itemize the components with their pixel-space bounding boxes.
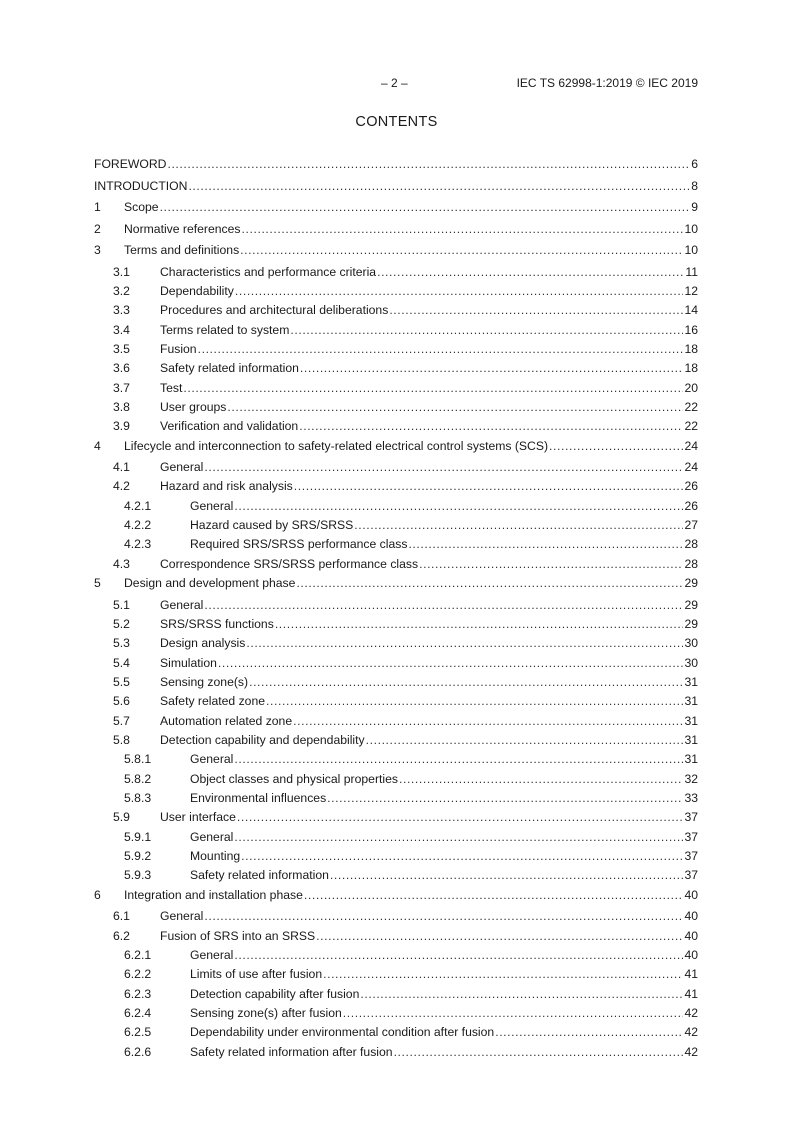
toc-entry-page: 41 xyxy=(684,986,698,1001)
toc-entry-label: Hazard caused by SRS/SRSS xyxy=(190,518,354,533)
dot-leader xyxy=(389,303,683,317)
toc-entry[interactable] xyxy=(94,419,698,438)
toc-entry-label: Dependability under environmental condition after fusion xyxy=(190,1025,495,1040)
toc-entry-page: 14 xyxy=(684,303,698,318)
toc-entry-label: General xyxy=(190,752,234,767)
dot-leader xyxy=(234,948,683,962)
toc-entry-label: User groups xyxy=(160,399,227,414)
toc-entry-page: 12 xyxy=(684,283,698,298)
dot-leader xyxy=(290,323,683,337)
toc-entry[interactable] xyxy=(94,439,698,461)
dot-leader xyxy=(299,419,683,433)
toc-entry-number: 5.3 xyxy=(113,636,130,651)
toc-entry-label: SRS/SRSS functions xyxy=(160,617,274,631)
dot-leader xyxy=(204,460,683,474)
toc-entry-number: 5.7 xyxy=(113,713,130,728)
toc-entry-number: 5.1 xyxy=(113,597,130,612)
toc-entry-page: 6 xyxy=(691,157,698,171)
toc-entry[interactable] xyxy=(94,987,698,1006)
page-title: CONTENTS xyxy=(355,114,438,130)
toc-entry-label: General xyxy=(160,460,204,475)
dot-leader xyxy=(204,909,683,923)
dot-leader xyxy=(160,200,691,214)
toc-entry-label: Hazard and risk analysis xyxy=(160,479,293,494)
toc-entry-page: 37 xyxy=(684,810,698,825)
toc-entry-page: 42 xyxy=(684,1044,698,1059)
toc-entry[interactable] xyxy=(94,752,698,771)
toc-entry[interactable] xyxy=(94,342,698,361)
toc-entry[interactable] xyxy=(94,714,698,733)
toc-entry-page: 8 xyxy=(691,178,698,193)
toc-entry-label: Procedures and architectural deliberations xyxy=(160,303,389,318)
table-of-contents xyxy=(94,157,698,1064)
toc-entry-number: 5.5 xyxy=(113,675,130,690)
toc-entry-label: Required SRS/SRSS performance class xyxy=(190,537,408,552)
toc-entry-number: 5.8.2 xyxy=(124,771,152,786)
toc-entry-page: 24 xyxy=(684,438,698,453)
dot-leader xyxy=(293,714,683,728)
dot-leader xyxy=(549,439,683,453)
toc-entry-number: 4.2 xyxy=(113,479,130,494)
toc-entry[interactable] xyxy=(94,381,698,400)
toc-entry-label: Correspondence SRS/SRSS performance class xyxy=(160,556,419,571)
dot-leader xyxy=(394,1045,684,1059)
toc-entry-number: 1 xyxy=(94,200,101,214)
toc-entry-label: Lifecycle and interconnection to safety-related electrical control systems (SCS) xyxy=(124,438,549,453)
toc-entry-page: 30 xyxy=(684,636,698,651)
toc-entry-label: Terms and definitions xyxy=(124,243,240,257)
toc-entry-label: Dependability xyxy=(160,283,234,298)
toc-entry-label: Sensing zone(s) after fusion xyxy=(190,1006,342,1021)
toc-entry[interactable] xyxy=(94,636,698,655)
toc-entry[interactable] xyxy=(94,733,698,752)
toc-entry[interactable] xyxy=(94,518,698,537)
toc-entry-number: 4.2.3 xyxy=(124,537,152,552)
toc-entry[interactable] xyxy=(94,499,698,518)
toc-entry-page: 16 xyxy=(684,322,698,337)
toc-entry[interactable] xyxy=(94,303,698,322)
toc-entry-label: General xyxy=(160,909,204,924)
toc-entry-number: 6.1 xyxy=(113,909,130,924)
dot-leader xyxy=(234,499,683,513)
toc-entry-number: 2 xyxy=(94,221,101,236)
toc-entry-number: 6.2.4 xyxy=(124,1006,152,1021)
toc-entry-page: 41 xyxy=(684,967,698,982)
toc-entry-number: 6.2.5 xyxy=(124,1025,152,1040)
toc-entry[interactable] xyxy=(94,791,698,810)
toc-entry-page: 28 xyxy=(684,556,698,571)
toc-entry-number: 6.2.3 xyxy=(124,986,152,1001)
toc-entry-page: 24 xyxy=(684,460,698,475)
toc-entry-number: 4.2.2 xyxy=(124,518,152,533)
toc-entry-number: 3.7 xyxy=(113,380,130,395)
toc-entry-label: Safety related information xyxy=(190,868,329,883)
toc-entry-page: 11 xyxy=(685,264,698,279)
toc-entry[interactable] xyxy=(94,888,698,910)
toc-entry[interactable] xyxy=(94,284,698,303)
toc-entry-page: 26 xyxy=(684,479,698,494)
toc-entry[interactable] xyxy=(94,460,698,479)
dot-leader xyxy=(343,1006,684,1020)
toc-entry-number: 5.9.2 xyxy=(124,849,152,864)
toc-entry-number: 4 xyxy=(94,438,101,453)
page-number: – 2 – xyxy=(381,76,408,90)
toc-entry[interactable] xyxy=(94,179,698,201)
toc-entry-page: 31 xyxy=(684,694,698,709)
toc-entry-label: Object classes and physical properties xyxy=(190,771,398,786)
toc-entry-number: 3.9 xyxy=(113,419,130,434)
toc-entry-number: 3.3 xyxy=(113,303,130,318)
dot-leader xyxy=(227,400,683,414)
dot-leader xyxy=(360,987,683,1001)
toc-entry-page: 37 xyxy=(684,829,698,844)
toc-entry-page: 9 xyxy=(691,200,698,214)
toc-entry-page: 40 xyxy=(684,909,698,924)
toc-entry-page: 22 xyxy=(684,419,698,434)
toc-entry[interactable] xyxy=(94,537,698,556)
toc-entry-label: Scope xyxy=(124,200,159,214)
toc-entry[interactable] xyxy=(94,849,698,868)
toc-entry[interactable] xyxy=(94,868,698,887)
dot-leader xyxy=(275,617,684,631)
toc-entry-page: 29 xyxy=(684,576,698,591)
toc-entry-number: 5.9.1 xyxy=(124,829,152,844)
dot-leader xyxy=(235,284,684,298)
toc-entry[interactable] xyxy=(94,200,698,222)
toc-entry-number: 6.2.1 xyxy=(124,948,152,962)
toc-entry-number: 6.2 xyxy=(113,928,130,943)
toc-entry-number: 5.9 xyxy=(113,810,130,825)
toc-entry-page: 29 xyxy=(684,597,698,612)
toc-entry[interactable] xyxy=(94,557,698,576)
toc-entry-page: 22 xyxy=(684,399,698,414)
toc-entry-label: General xyxy=(190,829,234,844)
toc-entry-page: 31 xyxy=(684,675,698,690)
toc-entry-label: Safety related zone xyxy=(160,694,266,709)
dot-leader xyxy=(167,157,690,171)
toc-entry[interactable] xyxy=(94,772,698,791)
toc-entry-label: Sensing zone(s) xyxy=(160,675,249,690)
toc-entry-label: Fusion of SRS into an SRSS xyxy=(160,928,316,943)
toc-entry-number: 4.2.1 xyxy=(124,498,152,513)
toc-entry-number: 3.5 xyxy=(113,341,130,356)
dot-leader xyxy=(495,1025,683,1039)
toc-entry[interactable] xyxy=(94,576,698,598)
dot-leader xyxy=(240,243,683,257)
dot-leader xyxy=(249,675,683,689)
toc-entry-number: 3.4 xyxy=(113,322,130,337)
toc-entry-number: 3.1 xyxy=(113,264,130,279)
dot-leader xyxy=(354,518,683,532)
toc-entry-label: Characteristics and performance criteria xyxy=(160,264,377,279)
toc-entry-page: 31 xyxy=(684,713,698,728)
toc-entry[interactable] xyxy=(94,656,698,675)
toc-entry[interactable] xyxy=(94,323,698,342)
dot-leader xyxy=(234,830,683,844)
dot-leader xyxy=(246,636,683,650)
toc-entry-page: 40 xyxy=(684,887,698,902)
toc-entry-page: 29 xyxy=(684,617,698,631)
toc-entry-number: 3.8 xyxy=(113,399,130,414)
toc-entry[interactable] xyxy=(94,361,698,380)
toc-entry-number: 5 xyxy=(94,576,101,591)
toc-entry-label: Design analysis xyxy=(160,636,246,651)
toc-entry-label: Design and development phase xyxy=(124,576,296,591)
dot-leader xyxy=(304,888,684,902)
toc-entry-page: 10 xyxy=(684,243,698,257)
toc-entry-page: 42 xyxy=(684,1025,698,1040)
toc-entry-number: 5.8.1 xyxy=(124,752,152,767)
dot-leader xyxy=(377,265,684,279)
toc-entry-label: General xyxy=(190,498,234,513)
toc-entry-number: 5.8.3 xyxy=(124,791,152,806)
toc-entry[interactable] xyxy=(94,157,698,179)
toc-entry-number: 5.2 xyxy=(113,617,130,631)
dot-leader xyxy=(300,361,684,375)
standard-reference: IEC TS 62998-1:2019 © IEC 2019 xyxy=(516,76,698,90)
toc-entry-label: Detection capability after fusion xyxy=(190,986,360,1001)
dot-leader xyxy=(218,656,684,670)
toc-entry-page: 32 xyxy=(684,771,698,786)
toc-entry-number: 3.2 xyxy=(113,283,130,298)
dot-leader xyxy=(419,557,683,571)
dot-leader xyxy=(294,479,684,493)
dot-leader xyxy=(183,381,683,395)
toc-entry[interactable] xyxy=(94,948,698,967)
toc-entry-number: 5.6 xyxy=(113,694,130,709)
toc-entry[interactable] xyxy=(94,1025,698,1044)
toc-entry[interactable] xyxy=(94,222,698,244)
dot-leader xyxy=(198,342,684,356)
toc-entry[interactable] xyxy=(94,830,698,849)
toc-entry-page: 37 xyxy=(684,849,698,864)
toc-entry[interactable] xyxy=(94,810,698,829)
dot-leader xyxy=(266,694,683,708)
toc-entry-page: 10 xyxy=(684,221,698,236)
toc-entry-number: 6 xyxy=(94,887,101,902)
dot-leader xyxy=(399,772,683,786)
toc-entry-page: 40 xyxy=(684,928,698,943)
toc-entry-page: 33 xyxy=(684,791,698,806)
toc-entry[interactable] xyxy=(94,617,698,636)
toc-entry-page: 31 xyxy=(684,733,698,748)
toc-entry-label: Terms related to system xyxy=(160,322,290,337)
toc-entry-label: INTRODUCTION xyxy=(94,178,188,193)
toc-entry-label: Automation related zone xyxy=(160,713,293,728)
toc-entry-page: 40 xyxy=(684,948,698,962)
toc-entry-number: 4.3 xyxy=(113,556,130,571)
toc-entry-page: 31 xyxy=(684,752,698,767)
toc-entry-page: 18 xyxy=(684,341,698,356)
toc-entry[interactable] xyxy=(94,675,698,694)
dot-leader xyxy=(296,576,683,590)
toc-entry[interactable] xyxy=(94,967,698,986)
dot-leader xyxy=(366,733,684,747)
toc-entry-page: 26 xyxy=(684,498,698,513)
toc-entry-label: Safety related information after fusion xyxy=(190,1044,393,1059)
toc-entry-label: Limits of use after fusion xyxy=(190,967,323,982)
dot-leader xyxy=(330,868,684,882)
toc-entry-label: FOREWORD xyxy=(94,157,167,171)
dot-leader xyxy=(316,929,683,943)
toc-entry-label: Verification and validation xyxy=(160,419,299,434)
toc-entry-label: Integration and installation phase xyxy=(124,887,303,902)
toc-entry-number: 5.4 xyxy=(113,655,130,670)
toc-entry-number: 6.2.6 xyxy=(124,1044,152,1059)
toc-entry-number: 5.9.3 xyxy=(124,868,152,883)
toc-entry-page: 30 xyxy=(684,655,698,670)
toc-entry[interactable] xyxy=(94,479,698,498)
toc-entry[interactable] xyxy=(94,1006,698,1025)
dot-leader xyxy=(234,752,683,766)
dot-leader xyxy=(323,967,683,981)
toc-entry-page: 18 xyxy=(684,361,698,376)
toc-entry-label: Detection capability and dependability xyxy=(160,733,365,748)
toc-entry[interactable] xyxy=(94,1045,698,1064)
dot-leader xyxy=(327,791,683,805)
dot-leader xyxy=(408,537,683,551)
toc-entry-page: 42 xyxy=(684,1006,698,1021)
dot-leader xyxy=(237,810,684,824)
dot-leader xyxy=(241,849,683,863)
toc-entry[interactable] xyxy=(94,400,698,419)
toc-entry-label: Safety related information xyxy=(160,361,299,376)
toc-entry[interactable] xyxy=(94,694,698,713)
toc-entry-label: Simulation xyxy=(160,655,217,670)
toc-entry-label: General xyxy=(160,597,204,612)
toc-entry-page: 37 xyxy=(684,868,698,883)
toc-entry-label: Fusion xyxy=(160,341,197,356)
toc-entry[interactable] xyxy=(94,598,698,617)
toc-entry-label: User interface xyxy=(160,810,236,825)
toc-entry-label: Environmental influences xyxy=(190,791,327,806)
toc-entry-page: 28 xyxy=(684,537,698,552)
toc-entry[interactable] xyxy=(94,929,698,948)
toc-entry-page: 20 xyxy=(684,380,698,395)
dot-leader xyxy=(188,179,690,193)
toc-entry[interactable] xyxy=(94,243,698,265)
toc-entry-label: Normative references xyxy=(124,221,241,236)
toc-entry[interactable] xyxy=(94,265,698,284)
toc-entry-number: 5.8 xyxy=(113,733,130,748)
toc-entry-number: 3.6 xyxy=(113,361,130,376)
toc-entry-label: General xyxy=(190,948,234,962)
toc-entry-label: Test xyxy=(160,380,183,395)
toc-entry-page: 27 xyxy=(684,518,698,533)
toc-entry[interactable] xyxy=(94,909,698,928)
toc-entry-number: 6.2.2 xyxy=(124,967,152,982)
toc-entry-label: Mounting xyxy=(190,849,241,864)
dot-leader xyxy=(242,222,684,236)
toc-entry-number: 4.1 xyxy=(113,460,130,475)
toc-entry-number: 3 xyxy=(94,243,101,257)
dot-leader xyxy=(204,598,683,612)
